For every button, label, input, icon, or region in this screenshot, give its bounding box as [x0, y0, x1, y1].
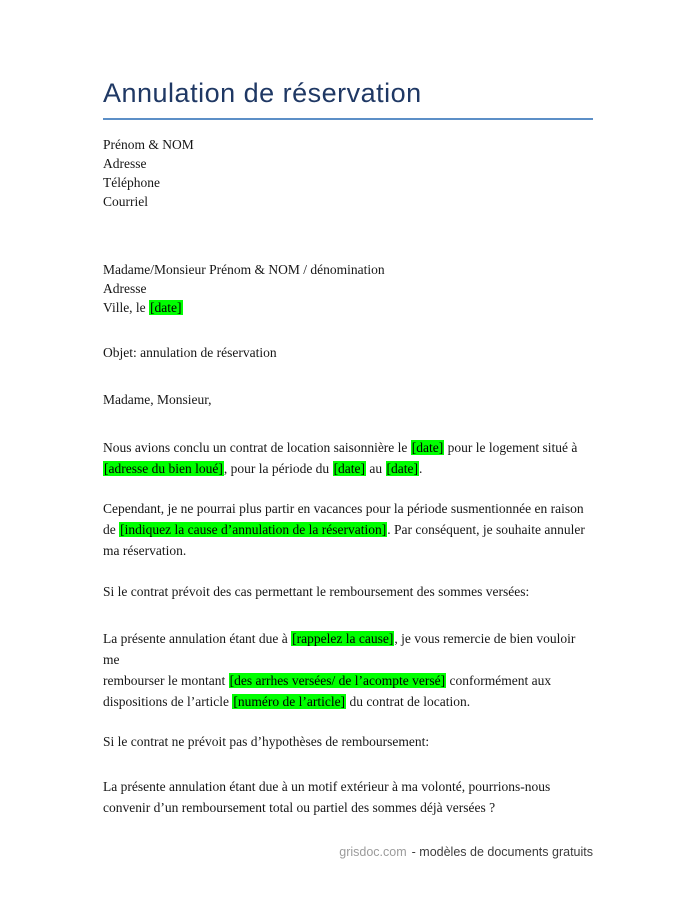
text-line	[103, 628, 593, 670]
text-segment: Objet: annulation de réservation	[103, 345, 277, 360]
text-line	[103, 732, 593, 751]
placeholder-highlight: [numéro de l’article]	[233, 694, 346, 709]
placeholder-highlight: [adresse du bien loué]	[104, 461, 223, 476]
text-segment: Adresse	[103, 281, 147, 296]
sender-block	[103, 135, 593, 211]
placeholder-highlight: [date]	[386, 461, 419, 476]
text-segment: . Par conséquent, je souhaite annuler	[387, 522, 585, 537]
conditional-heading-refund	[103, 582, 593, 601]
placeholder-highlight: [rappelez la cause]	[292, 631, 394, 646]
text-line	[103, 279, 593, 298]
text-segment: du contrat de location.	[346, 694, 471, 709]
paragraph-contract	[103, 437, 593, 479]
text-segment: Si le contrat ne prévoit pas d’hypothèses de remboursement:	[103, 734, 430, 749]
placeholder-highlight: [des arrhes versées/ de l’acompte versé]	[229, 673, 446, 688]
text-line	[103, 498, 593, 519]
text-segment: Si le contrat prévoit des cas permettant le remboursement des sommes versées:	[103, 584, 530, 599]
text-line	[103, 173, 593, 192]
letter-body	[103, 135, 593, 818]
text-line	[103, 192, 593, 211]
footer-tagline: - modèles de documents gratuits	[411, 845, 593, 859]
text-segment: .	[419, 461, 423, 476]
conditional-heading-no-refund	[103, 732, 593, 751]
text-segment: convenir d’un remboursement total ou partiel des sommes déjà versées ?	[103, 800, 496, 815]
text-segment: dispositions de l’article	[103, 694, 233, 709]
paragraph-refund-request	[103, 628, 593, 712]
page-title: Annulation de réservation	[103, 78, 593, 120]
placeholder-highlight: [indiquez la cause d’annulation de la réservation]	[120, 522, 387, 537]
text-segment: ma réservation.	[103, 543, 187, 558]
text-line	[103, 390, 593, 409]
text-segment: Madame/Monsieur Prénom & NOM / dénomination	[103, 262, 385, 277]
text-line	[103, 458, 593, 479]
text-segment: La présente annulation étant due à	[103, 631, 292, 646]
placeholder-highlight: [date]	[411, 440, 444, 455]
text-segment: Nous avions conclu un contrat de location saisonnière le	[103, 440, 411, 455]
text-line	[103, 260, 593, 279]
text-line	[103, 670, 593, 691]
text-segment: Madame, Monsieur,	[103, 392, 212, 407]
text-segment: Courriel	[103, 194, 148, 209]
text-segment: Prénom & NOM	[103, 137, 194, 152]
text-line	[103, 691, 593, 712]
text-segment: Adresse	[103, 156, 147, 171]
text-line	[103, 135, 593, 154]
text-segment: conformément aux	[446, 673, 552, 688]
placeholder-highlight: [date]	[333, 461, 366, 476]
paragraph-goodwill	[103, 776, 593, 818]
text-segment: Cependant, je ne pourrai plus partir en vacances pour la période susmentionnée en raison	[103, 501, 584, 516]
footer	[339, 845, 593, 859]
text-line	[103, 343, 593, 362]
text-line	[103, 298, 593, 317]
text-line	[103, 797, 593, 818]
text-segment: La présente annulation étant due à un motif extérieur à ma volonté, pourrions-nous	[103, 779, 551, 794]
text-segment: rembourser le montant	[103, 673, 229, 688]
text-segment: , je vous remercie de bien vouloir me	[103, 631, 576, 667]
text-segment: pour le logement situé à	[444, 440, 578, 455]
text-line	[103, 154, 593, 173]
text-line	[103, 540, 593, 561]
paragraph-cancellation	[103, 498, 593, 561]
recipient-block	[103, 260, 593, 317]
placeholder-highlight: [date]	[150, 300, 182, 315]
text-segment: de	[103, 522, 120, 537]
text-segment: Ville, le	[103, 300, 150, 315]
text-line	[103, 776, 593, 797]
footer-site-link[interactable]: grisdoc.com	[339, 845, 407, 859]
text-line	[103, 582, 593, 601]
text-segment: au	[366, 461, 386, 476]
text-line	[103, 519, 593, 540]
subject-line	[103, 343, 593, 362]
text-line	[103, 437, 593, 458]
salutation	[103, 390, 593, 409]
text-segment: , pour la période du	[223, 461, 333, 476]
text-segment: Téléphone	[103, 175, 160, 190]
